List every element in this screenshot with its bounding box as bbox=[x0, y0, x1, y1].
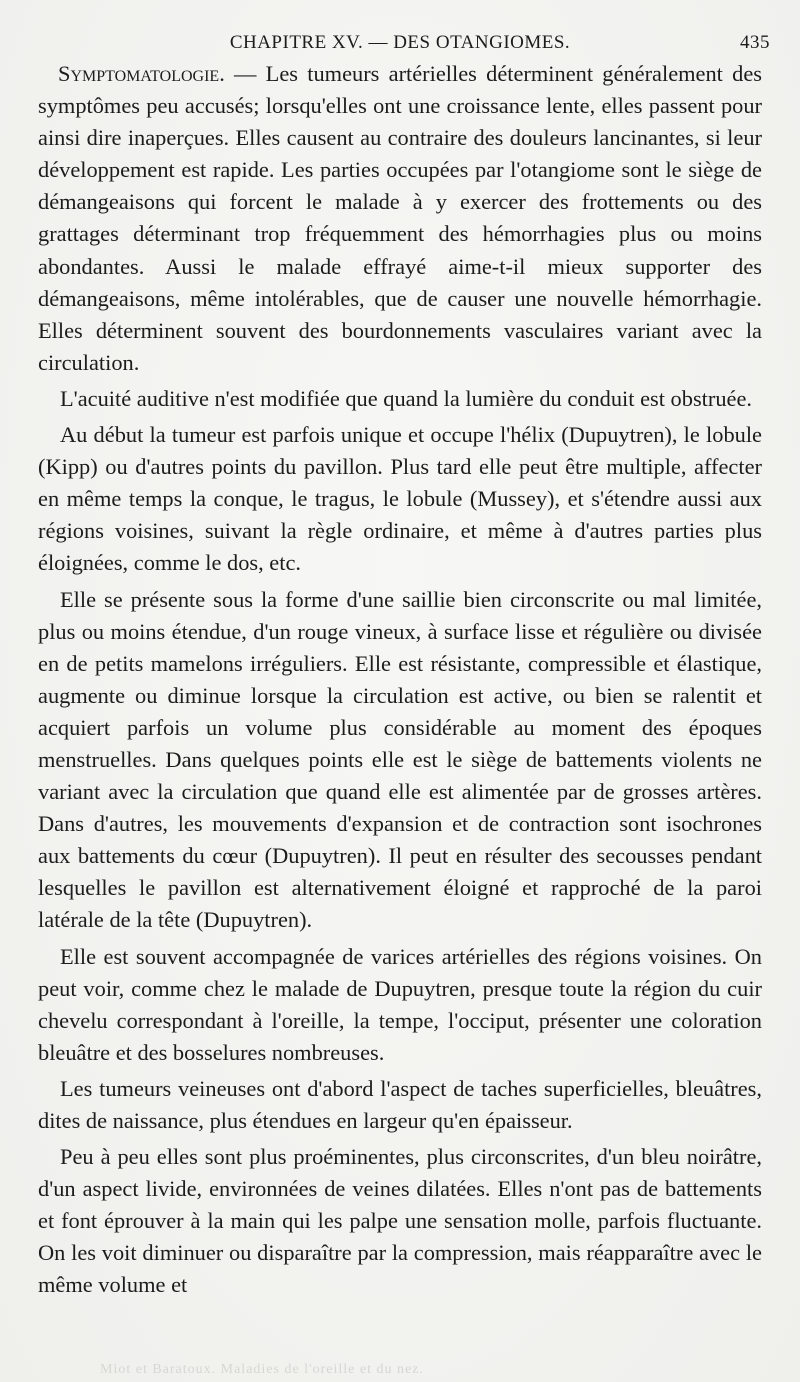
page-header bbox=[38, 28, 770, 58]
paragraph-peu-a-peu: Peu à peu elles sont plus proéminentes, plus circonscrites, d'un bleu noirâtre, d'un aspect livide, environnées de veines dilatées. Elles n'ont pas de battements et font éprouver à la main qui les palpe une sensation molle, parfois fluctuante. On les voit diminuer ou disparaître par la compression, mais réapparaître avec le même volume et bbox=[38, 1144, 762, 1298]
page-number: 435 bbox=[740, 32, 770, 53]
body-text bbox=[38, 58, 762, 1302]
running-head: CHAPITRE XV. — DES OTANGIOMES. bbox=[229, 32, 571, 53]
paragraph-forme: Elle se présente sous la forme d'une saillie bien circonscrite ou mal limitée, plus ou moins étendue, d'un rouge vineux, à surface lisse et régulière ou divisée en de petits mamelons irréguliers. Elle est résistante, compressible et élastique, augmente ou diminue lorsque la circulation est active, ou bien se ralentit et acquiert parfois un volume plus considérable au moment des époques menstruelles. Dans quelques points elle est le siège de battements violents ne variant avec la circulation que quand elle est alimentée par de grosses artères. Dans d'autres, les mouvements d'expansion et de contraction sont isochrones aux battements du cœur (Dupuytren). Il peut en résulter des secousses pendant lesquelles le pavillon est alternativement éloigné et rapproché de la paroi latérale de la tête (Dupuytren). bbox=[38, 586, 762, 933]
paragraph-tumeurs-veineuses: Les tumeurs veineuses ont d'abord l'aspect de taches superficielles, bleuâtres, dites de naissance, plus étendues en largeur qu'en épaisseur. bbox=[38, 1075, 762, 1133]
paragraph-text: — Les tumeurs artérielles déterminent généralement des symptômes peu accusés; lorsqu'elles ont une croissance lente, elles passent pour ainsi dire inaperçues. Elles causent au contraire des douleurs lancinantes, si leur développement est rapide. Les parties occupées par l'otangiome sont le siège de démangeaisons qui forcent le malade à y exercer des frottements ou des grattages déterminant trop fréquemment des hémorrhagies plus ou moins abondantes. Aussi le malade effrayé aime-t-il mieux supporter des démangeaisons, même intolérables, que de causer une nouvelle hémorrhagie. Elles déterminent souvent des bourdonnements vasculaires variant avec la circulation. bbox=[38, 61, 762, 375]
paragraph-debut: Au début la tumeur est parfois unique et occupe l'hélix (Dupuytren), le lobule (Kipp) ou d'autres points du pavillon. Plus tard elle peut être multiple, affecter en même temps la conque, le tragus, le lobule (Mussey), et s'étendre aussi aux régions voisines, suivant la règle ordinaire, et même à d'autres parties plus éloignées, comme le dos, etc. bbox=[38, 422, 762, 576]
paragraph-symptomatologie bbox=[38, 58, 762, 379]
section-lead: Symptomatologie. bbox=[58, 61, 225, 86]
faint-footer-text: Miot et Baratoux. Maladies de l'oreille et du nez. bbox=[100, 1362, 424, 1377]
paragraph-varices: Elle est souvent accompagnée de varices artérielles des régions voisines. On peut voir, comme chez le malade de Dupuytren, presque toute la région du cuir chevelu correspondant à l'oreille, la tempe, l'occiput, présenter une coloration bleuâtre et des bosselures nombreuses. bbox=[38, 943, 762, 1065]
paragraph-acuite: L'acuité auditive n'est modifiée que quand la lumière du conduit est obstruée. bbox=[60, 385, 753, 411]
